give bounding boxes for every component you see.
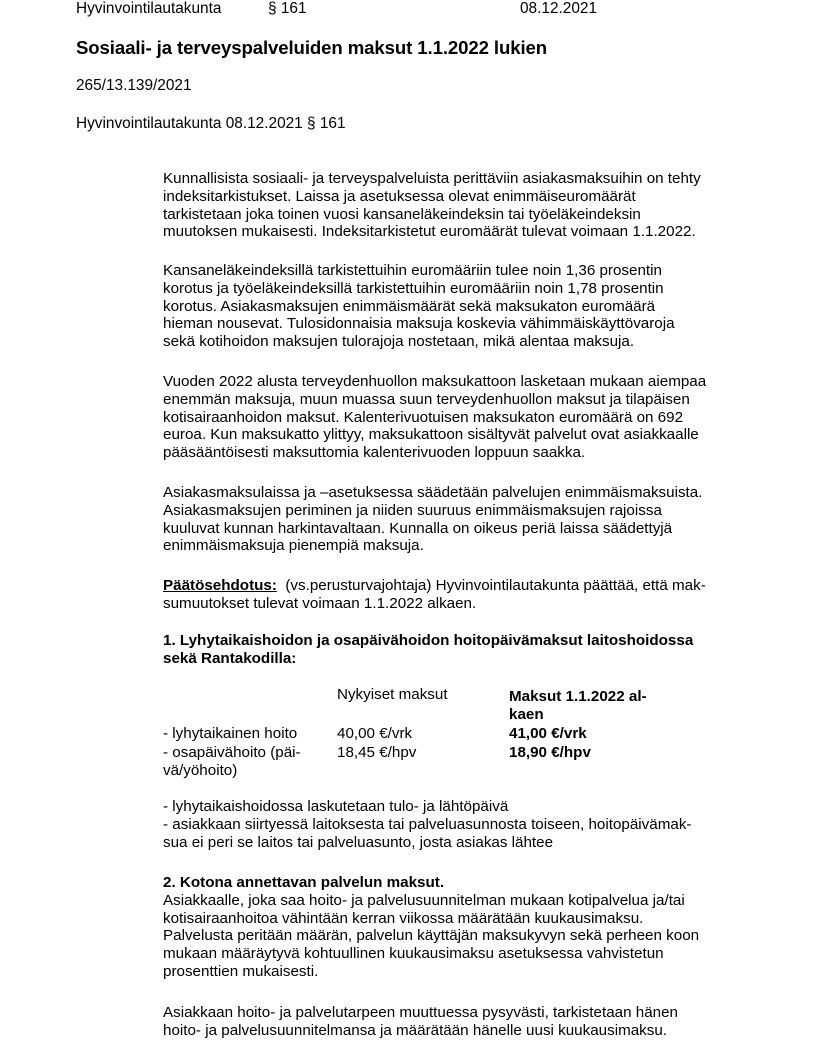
proposal-label: Päätösehdotus:	[163, 577, 277, 594]
row-current-fee: 40,00 €/vrk	[337, 725, 413, 742]
row-label	[163, 744, 301, 780]
column-header-current: Nykyiset maksut	[337, 686, 448, 703]
header-date: 08.12.2021	[520, 0, 598, 17]
text-line: tarkistetaan joka toinen vuosi kansaneläkeindeksin tai työeläkeindeksin	[163, 205, 641, 223]
row-new-fee: 18,90 €/hpv	[509, 744, 591, 761]
note-line: - asiakkaan siirtyessä laitoksesta tai palveluasunnosta toiseen, hoitopäivämak-	[163, 815, 692, 833]
header-section-number: § 161	[268, 0, 307, 17]
section-2-paragraph-2	[163, 1004, 763, 1040]
text-line: Vuoden 2022 alusta terveydenhuollon maksukattoon lasketaan mukaan aiempaa	[163, 373, 707, 390]
text-line: Asiakasmaksulaissa ja –asetuksessa säädetään palvelujen enimmäismaksuista.	[163, 484, 703, 501]
heading-line: sekä Rantakodilla:	[163, 649, 297, 667]
text-line: Palvelusta peritään määrän, palvelun käyttäjän maksukyvyn sekä perheen koon	[163, 927, 700, 945]
text-line: pääsääntöisesti maksuttomia kalenterivuoden loppuun saakka.	[163, 444, 586, 462]
paragraph-index-revision	[163, 170, 763, 241]
meeting-line: Hyvinvointilautakunta 08.12.2021 § 161	[76, 115, 346, 132]
text-line: korotus ja työeläkeindeksillä tarkistettuihin euromääriin noin 1,78 prosentin	[163, 279, 664, 297]
column-header-new	[509, 688, 647, 724]
text-line: mukaan määräytyvä kohtuullinen kuukausimaksu asetuksessa vahvistetun	[163, 945, 664, 963]
proposal-text: (vs.perusturvajohtaja) Hyvinvointilautakunta päättää, että mak-	[285, 577, 706, 594]
text-line: kotisairaanhoitoa vähintään kerran viikossa määrätään kuukausimaksu.	[163, 909, 644, 927]
section-2	[163, 874, 763, 981]
row-new-fee: 41,00 €/vrk	[509, 725, 587, 742]
text-line: sekä kotihoidon maksujen tulorajoja nostetaan, mikä alentaa maksuja.	[163, 333, 635, 351]
row-label: - lyhytaikainen hoito	[163, 725, 298, 742]
paragraph-fee-law	[163, 484, 763, 555]
section-2-heading: 2. Kotona annettavan palvelun maksut.	[163, 874, 445, 891]
text-line: enemmän maksuja, muun muassa suun terveydenhuollon maksut ja tilapäisen	[163, 390, 690, 408]
paragraph-index-increase	[163, 262, 763, 351]
reference-number: 265/13.139/2021	[76, 77, 192, 94]
text-line: Kansaneläkeindeksillä tarkistettuihin euromääriin tulee noin 1,36 prosentin	[163, 262, 662, 279]
note-line: - lyhytaikaishoidossa laskutetaan tulo- ja lähtöpäivä	[163, 798, 509, 815]
paragraph-payment-cap	[163, 373, 763, 462]
text-line: Asiakkaalle, joka saa hoito- ja palvelusuunnitelman mukaan kotipalvelua ja/tai	[163, 891, 685, 909]
text-line: Asiakasmaksujen periminen ja niiden suuruus enimmäismaksujen rajoissa	[163, 501, 662, 519]
text-line: Kunnallisista sosiaali- ja terveyspalveluista perittäviin asiakasmaksuihin on tehty	[163, 170, 701, 187]
document-title: Sosiaali- ja terveyspalveluiden maksut 1.1.2022 lukien	[76, 37, 548, 58]
row-current-fee: 18,45 €/hpv	[337, 744, 417, 761]
proposal-line-2: sumuutokset tulevat voimaan 1.1.2022 alkaen.	[163, 594, 477, 612]
section-1-notes	[163, 798, 763, 851]
note-line: sua ei peri se laitos tai palveluasunto, josta asiakas lähtee	[163, 833, 554, 851]
header-committee: Hyvinvointilautakunta	[76, 0, 222, 17]
text-line: korotus. Asiakasmaksujen enimmäismäärät sekä maksukaton euromäärä	[163, 297, 656, 315]
header-line: kaen	[509, 705, 544, 723]
section-1-heading	[163, 632, 763, 668]
label-line: vä/yöhoito)	[163, 761, 238, 779]
text-line: muutoksen mukaisesti. Indeksitarkistetut euromäärät tulevat voimaan 1.1.2022.	[163, 223, 696, 241]
text-line: kuuluvat kunnan harkintavaltaan. Kunnalla on oikeus periä laissa säädettyjä	[163, 519, 673, 537]
text-line: Asiakkaan hoito- ja palvelutarpeen muuttuessa pysyvästi, tarkistetaan hänen	[163, 1004, 678, 1021]
decision-proposal	[163, 577, 763, 613]
text-line: euroa. Kun maksukatto ylittyy, maksukattoon sisältyvät palvelut ovat asiakkaalle	[163, 426, 699, 444]
header-line: Maksut 1.1.2022 al-	[509, 688, 647, 705]
text-line: hieman nousevat. Tulosidonnaisia maksuja koskevia vähimmäiskäyttövaroja	[163, 315, 675, 333]
text-line: prosenttien mukaisesti.	[163, 962, 319, 980]
heading-line: 1. Lyhytaikaishoidon ja osapäivähoidon hoitopäivämaksut laitoshoidossa	[163, 632, 694, 649]
proposal-line-1	[163, 577, 763, 595]
text-line: indeksitarkistukset. Laissa ja asetuksessa olevat enimmäiseuromäärät	[163, 187, 636, 205]
text-line: hoito- ja palvelusuunnitelmansa ja määrätään hänelle uusi kuukausimaksu.	[163, 1021, 668, 1039]
text-line: enimmäismaksuja pienempiä maksuja.	[163, 537, 424, 555]
text-line: kotisairaanhoidon maksut. Kalenterivuotuisen maksukaton euromäärä on 692	[163, 408, 684, 426]
label-line: - osapäivähoito (päi-	[163, 744, 301, 761]
